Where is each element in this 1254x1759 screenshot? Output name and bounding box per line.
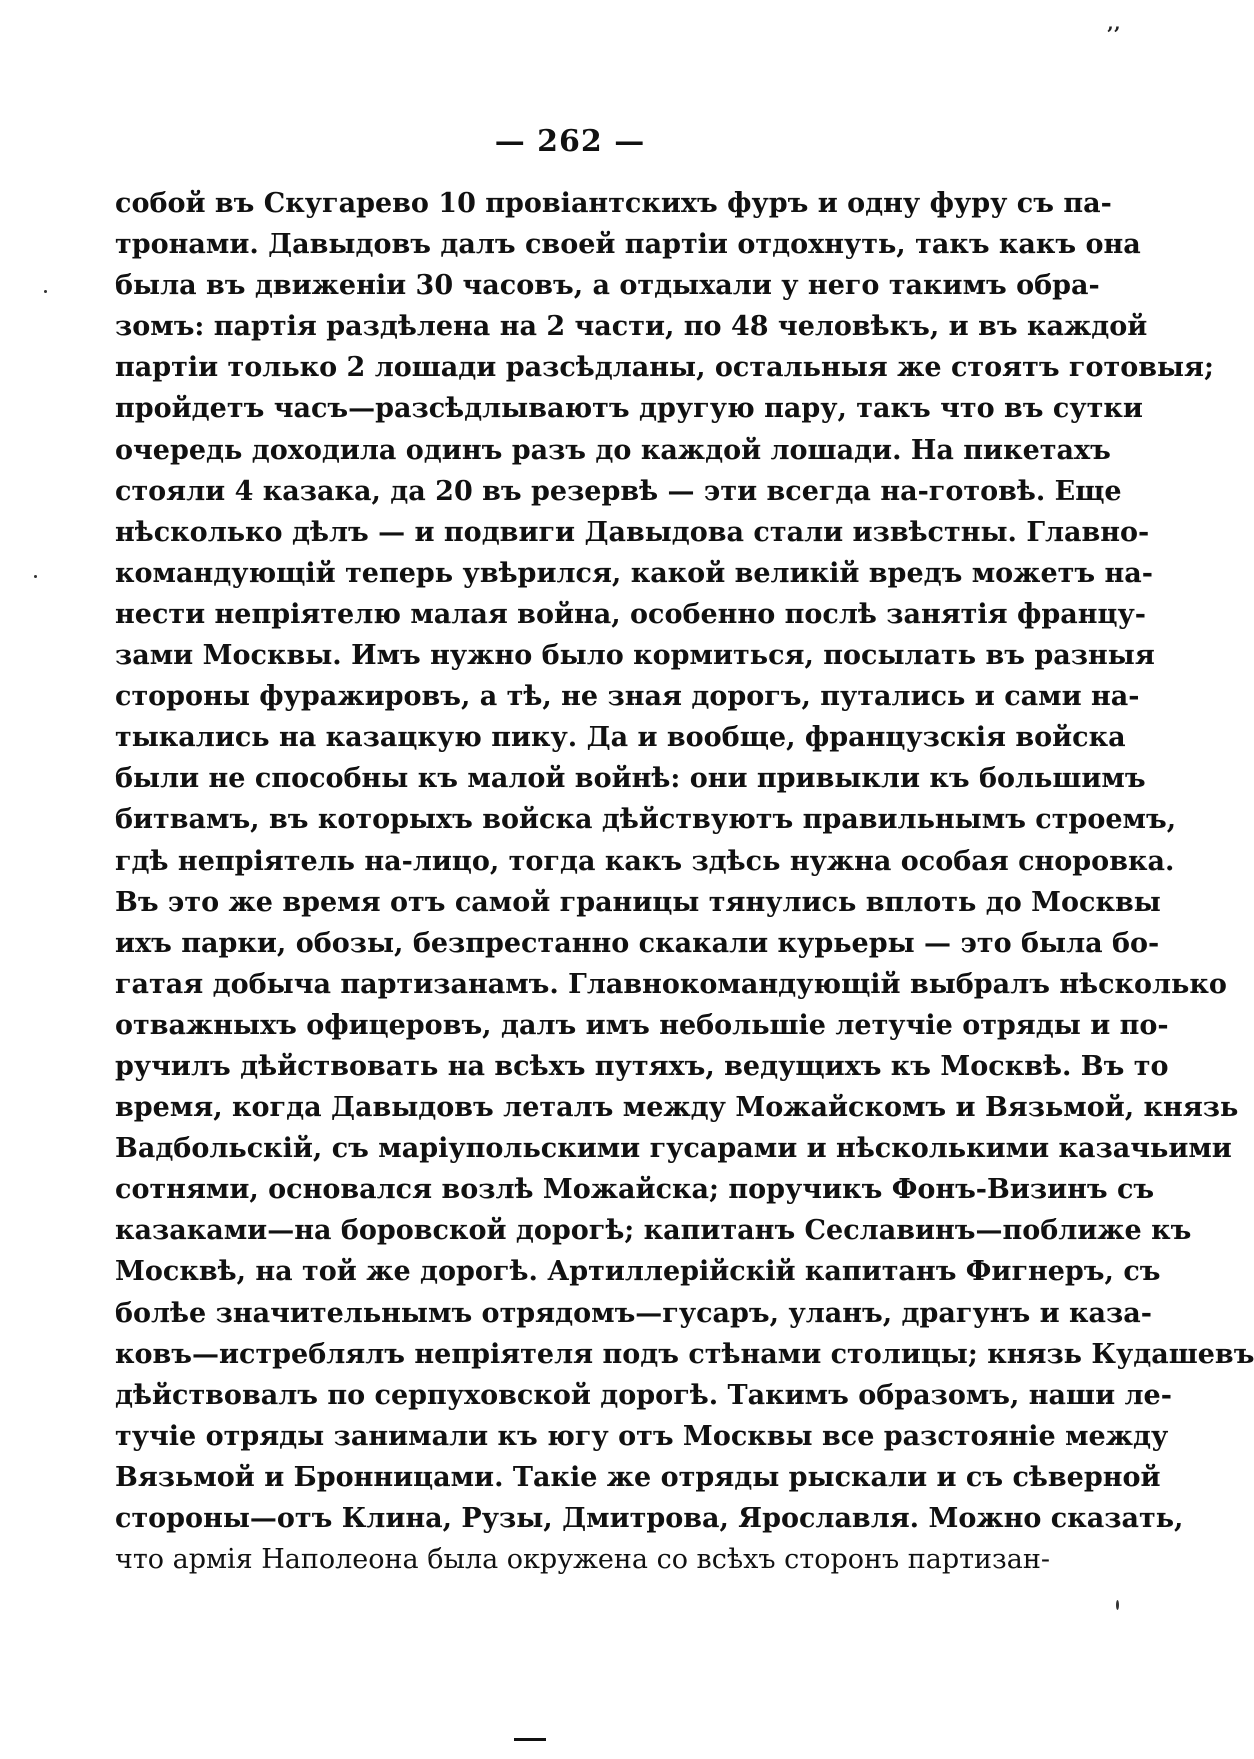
text-line: нѣсколько дѣлъ — и подвиги Давыдова стали извѣстны. Главно- [115,516,1150,548]
text-line: нести непріятелю малая война, особенно послѣ занятія францу- [115,598,1146,630]
text-line: болѣе значительнымъ отрядомъ—гусаръ, уланъ, драгунъ и каза- [115,1297,1152,1329]
text-line: была въ движеніи 30 часовъ, а отдыхали у него такимъ обра- [115,270,1100,302]
text-line: стороны фуражировъ, а тѣ, не зная дорогъ, путались и сами на- [115,681,1140,713]
scan-speck [44,290,47,293]
text-line: собой въ Скугарево 10 провіантскихъ фуръ и одну фуру съ па- [115,188,1112,219]
text-line: тыкались на казацкую пику. Да и вообще, французскія войска [115,722,1126,754]
text-line: время, когда Давыдовъ леталъ между Можайскомъ и Вязьмой, князь [115,1092,1239,1124]
page-number: — 262 — [494,124,646,159]
text-line: пройдетъ часъ—разсѣдлываютъ другую пару, такъ что въ сутки [115,393,1143,425]
text-line: гатая добыча партизанамъ. Главнокомандующій выбралъ нѣсколько [115,968,1227,1000]
footer-dash [514,1738,546,1741]
text-line: отважныхъ офицеровъ, далъ имъ небольшіе летучіе отряды и по- [115,1009,1169,1041]
text-line: что армія Наполеона была окружена со всѣхъ сторонъ партизан- [115,1544,1050,1576]
text-line: Вадбольскій, съ маріупольскими гусарами и нѣсколькими казачьими [115,1133,1232,1165]
corner-mark: ʼʼ [1106,22,1120,46]
text-line: Москвѣ, на той же дорогѣ. Артиллерійскій капитанъ Фигнеръ, съ [115,1256,1161,1288]
text-line: Въ это же время отъ самой границы тянулись вплоть до Москвы [115,886,1161,918]
text-line: гдѣ непріятель на-лицо, тогда какъ здѣсь нужна особая сноровка. [115,845,1175,877]
text-line: зами Москвы. Имъ нужно было кормиться, посылать въ разныя [115,640,1155,672]
text-line: стороны—отъ Клина, Рузы, Дмитрова, Ярославля. Можно сказать, [115,1503,1184,1534]
text-line: казаками—на боровской дорогѣ; капитанъ Сеславинъ—поближе къ [115,1215,1192,1247]
text-line: ручилъ дѣйствовать на всѣхъ путяхъ, ведущихъ къ Москвѣ. Въ то [115,1050,1169,1082]
body-text [115,183,1254,1580]
text-line: тучіе отряды занимали къ югу отъ Москвы все разстояніе между [115,1420,1169,1452]
text-line: стояли 4 казака, да 20 въ резервѣ — эти всегда на-готовѣ. Еще [115,475,1122,507]
scan-speck [1116,1600,1119,1610]
text-line: командующій теперь увѣрился, какой великій вредъ можетъ на- [115,557,1153,589]
text-line: сотнями, основался возлѣ Можайска; поручикъ Фонъ-Визинъ съ [115,1174,1155,1206]
text-line: ковъ—истреблялъ непріятеля подъ стѣнами столицы; князь Кудашевъ [115,1338,1254,1370]
text-line: партіи только 2 лошади разсѣдланы, остальныя же стоятъ готовыя; [115,352,1214,384]
scan-speck [34,575,37,578]
text-line: Вязьмой и Бронницами. Такіе же отряды рыскали и съ сѣверной [115,1461,1161,1493]
text-line: тронами. Давыдовъ далъ своей партіи отдохнуть, такъ какъ она [115,229,1141,261]
text-line: зомъ: партія раздѣлена на 2 части, по 48 человѣкъ, и въ каждой [115,311,1148,343]
text-line: битвамъ, въ которыхъ войска дѣйствуютъ правильнымъ строемъ, [115,804,1177,836]
text-line: были не способны къ малой войнѣ: они привыкли къ большимъ [115,763,1146,795]
text-line: очередь доходила одинъ разъ до каждой лошади. На пикетахъ [115,434,1111,466]
text-line: ихъ парки, обозы, безпрестанно скакали курьеры — это была бо- [115,927,1160,959]
text-line: дѣйствовалъ по серпуховской дорогѣ. Такимъ образомъ, наши ле- [115,1379,1172,1411]
